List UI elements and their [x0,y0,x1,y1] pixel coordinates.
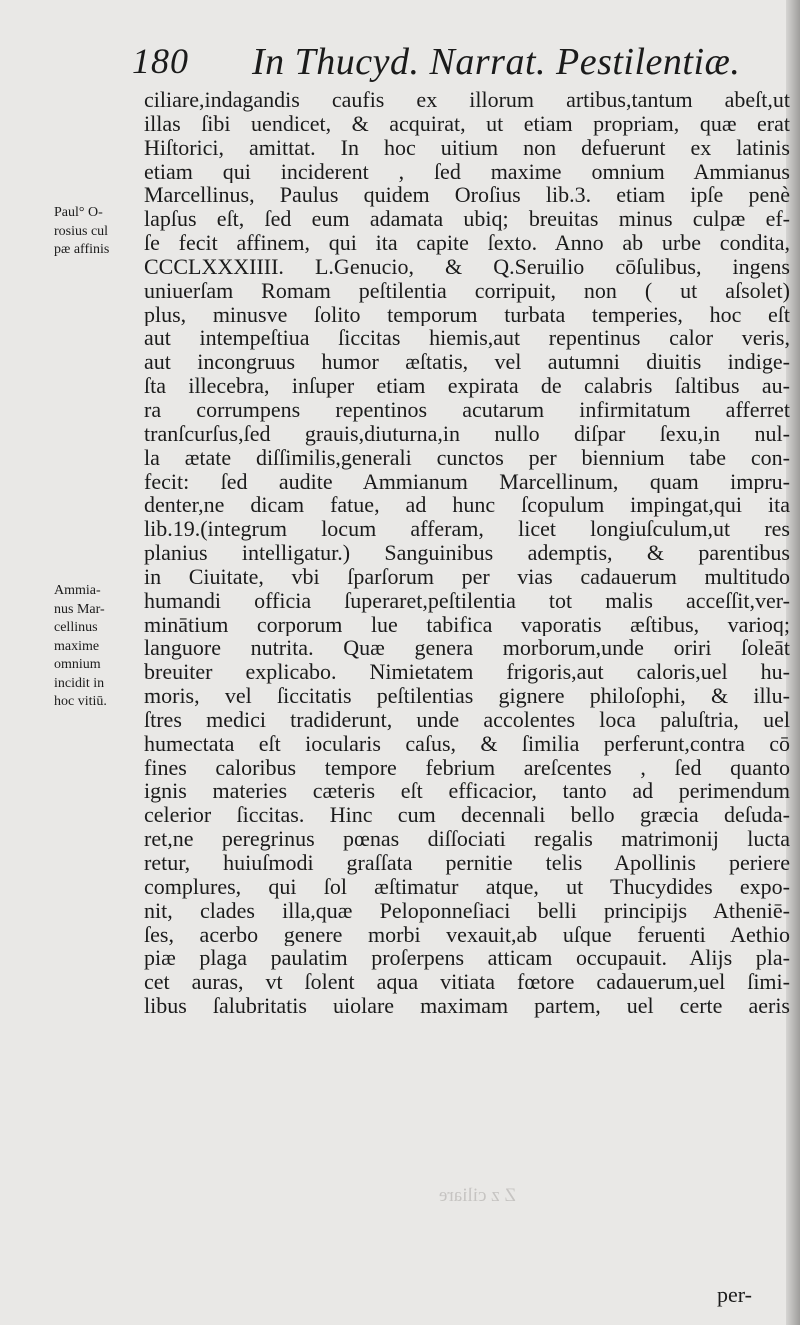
body-text-block [144,88,790,1018]
text-line: ſes, acerbo genere morbi vexauit,ab uſque feruenti Aethio [144,922,790,947]
margin-note-orosius [54,204,140,260]
margin-note-line: cellinus [54,620,98,635]
text-line: ſta illecebra, inſuper etiam expirata de calabris ſaltibus au- [144,374,790,398]
text-line: Marcellinus, Paulus quidem Oroſius lib.3. etiam ipſe penè [144,183,790,208]
text-line: retur, huiuſmodi graſſata pernitie telis Apollinis periere [144,851,790,875]
text-line: tranſcurſus,ſed grauis,diuturna,in nullo diſpar ſexu,in nul- [144,421,790,446]
text-line: languore nutrita. Quæ genera morborum,unde oriri ſoleāt [144,636,790,661]
margin-note-line: rosius cul [54,223,109,239]
text-line: plus, minusve ſolito temporum turbata temperies, hoc eſt [144,302,790,327]
margin-note-line: maxime [54,638,100,654]
margin-note-ammianus [54,582,140,712]
page-header [0,40,800,90]
text-line: ignis materies cæteris eſt efficacior, tanto ad perimendum [144,779,790,804]
text-line: minātium corporum lue tabifica vaporatis æſtibus, varioq; [144,612,790,637]
text-line: ſe fecit affinem, qui ita capite ſexto. Anno ab urbe condita, [144,231,790,255]
text-line: breuiter explicabo. Nimietatem frigoris,aut caloris,uel hu- [144,660,790,685]
margin-note-line: Paul° O- [54,205,103,220]
text-line: CCCLXXXIIII. L.Genucio, & Q.Seruilio cōſulibus, ingens [144,254,790,279]
running-title: In Thucyd. Narrat. Pestilentiæ. [252,41,741,83]
text-line: Hiſtorici, amittat. In hoc uitium non defuerunt ex latinis [144,135,790,160]
text-line: in Ciuitate, vbi ſparſorum per vias cadauerum multitudo [144,564,790,589]
margin-note-line: incidit in [54,675,105,691]
margin-note-line: omnium [54,657,101,672]
text-line: humandi officia ſuperaret,peſtilentia tot malis acceſſit,ver- [144,588,790,613]
text-line: lib.19.(integrum locum afferam, licet longiuſculum,ut res [144,517,790,542]
text-line: fines caloribus tempore febrium areſcentes , ſed quanto [144,755,790,780]
text-line: aut incongruus humor æſtatis, vel autumni diuitis indige- [144,350,790,375]
margin-note-line: Ammia- [54,583,101,598]
text-line: ciliare,indagandis caufis ex illorum artibus,tantum abeſt,ut [144,88,790,112]
margin-note-line: nus Mar- [54,601,105,617]
page-number: 180 [132,41,189,81]
text-line: complures, qui ſol æſtimatur atque, ut Thucydides expo- [144,874,790,899]
text-line: ra corrumpens repentinos acutarum infirmitatum afferret [144,397,790,422]
text-line: illas ſibi uendicet, & acquirat, ut etiam propriam, quæ erat [144,111,790,136]
text-line: humectata eſt iocularis caſus, & ſimilia perferunt,contra cō [144,731,790,756]
text-line: uniuerſam Romam peſtilentia corripuit, non ( ut aſsolet) [144,278,790,303]
text-line: cet auras, vt ſolent aqua vitiata fœtore cadauerum,uel ſimi- [144,970,790,995]
text-line: celerior ſiccitas. Hinc cum decennali bello græcia deſuda- [144,803,790,828]
text-line: lapſus eſt, ſed eum adamata ubiq; breuitas minus culpæ ef- [144,207,790,232]
text-line: planius intelligatur.) Sanguinibus ademptis, & parentibus [144,541,790,565]
text-line: fecit: ſed audite Ammianum Marcellinum, quam impru- [144,469,790,494]
text-line: moris, vel ſiccitatis peſtilentias gignere philoſophi, & illu- [144,684,790,708]
margin-note-line: hoc vitiū. [54,694,107,709]
text-line: etiam qui inciderent , ſed maxime omnium Ammianus [144,159,790,184]
text-line: nit, clades illa,quæ Peloponneſiaci belli principijs Atheniē- [144,898,790,923]
text-line: libus ſalubritatis uiolare maximam partem, uel certe aeris [144,994,790,1018]
text-line: ſtres medici tradiderunt, unde accolentes loca paluſtria, uel [144,707,790,732]
catchword: per- [717,1282,752,1307]
margin-note-line: pæ affinis [54,242,110,257]
text-line: ret,ne peregrinus pœnas diſſociati regalis matrimonij lucta [144,827,790,851]
text-line: piæ plaga paulatim proſerpens atticam occupauit. Alijs pla- [144,946,790,971]
text-line: aut intempeſtiua ſiccitas hiemis,aut repentinus calor veris, [144,326,790,351]
text-line: la ætate diſſimilis,generali cunctos per biennium tabe con- [144,445,790,470]
text-line: denter,ne dicam fatue, ad hunc ſcopulum impingat,qui ita [144,493,790,518]
show-through-text: Z z ciliare [438,1185,516,1206]
